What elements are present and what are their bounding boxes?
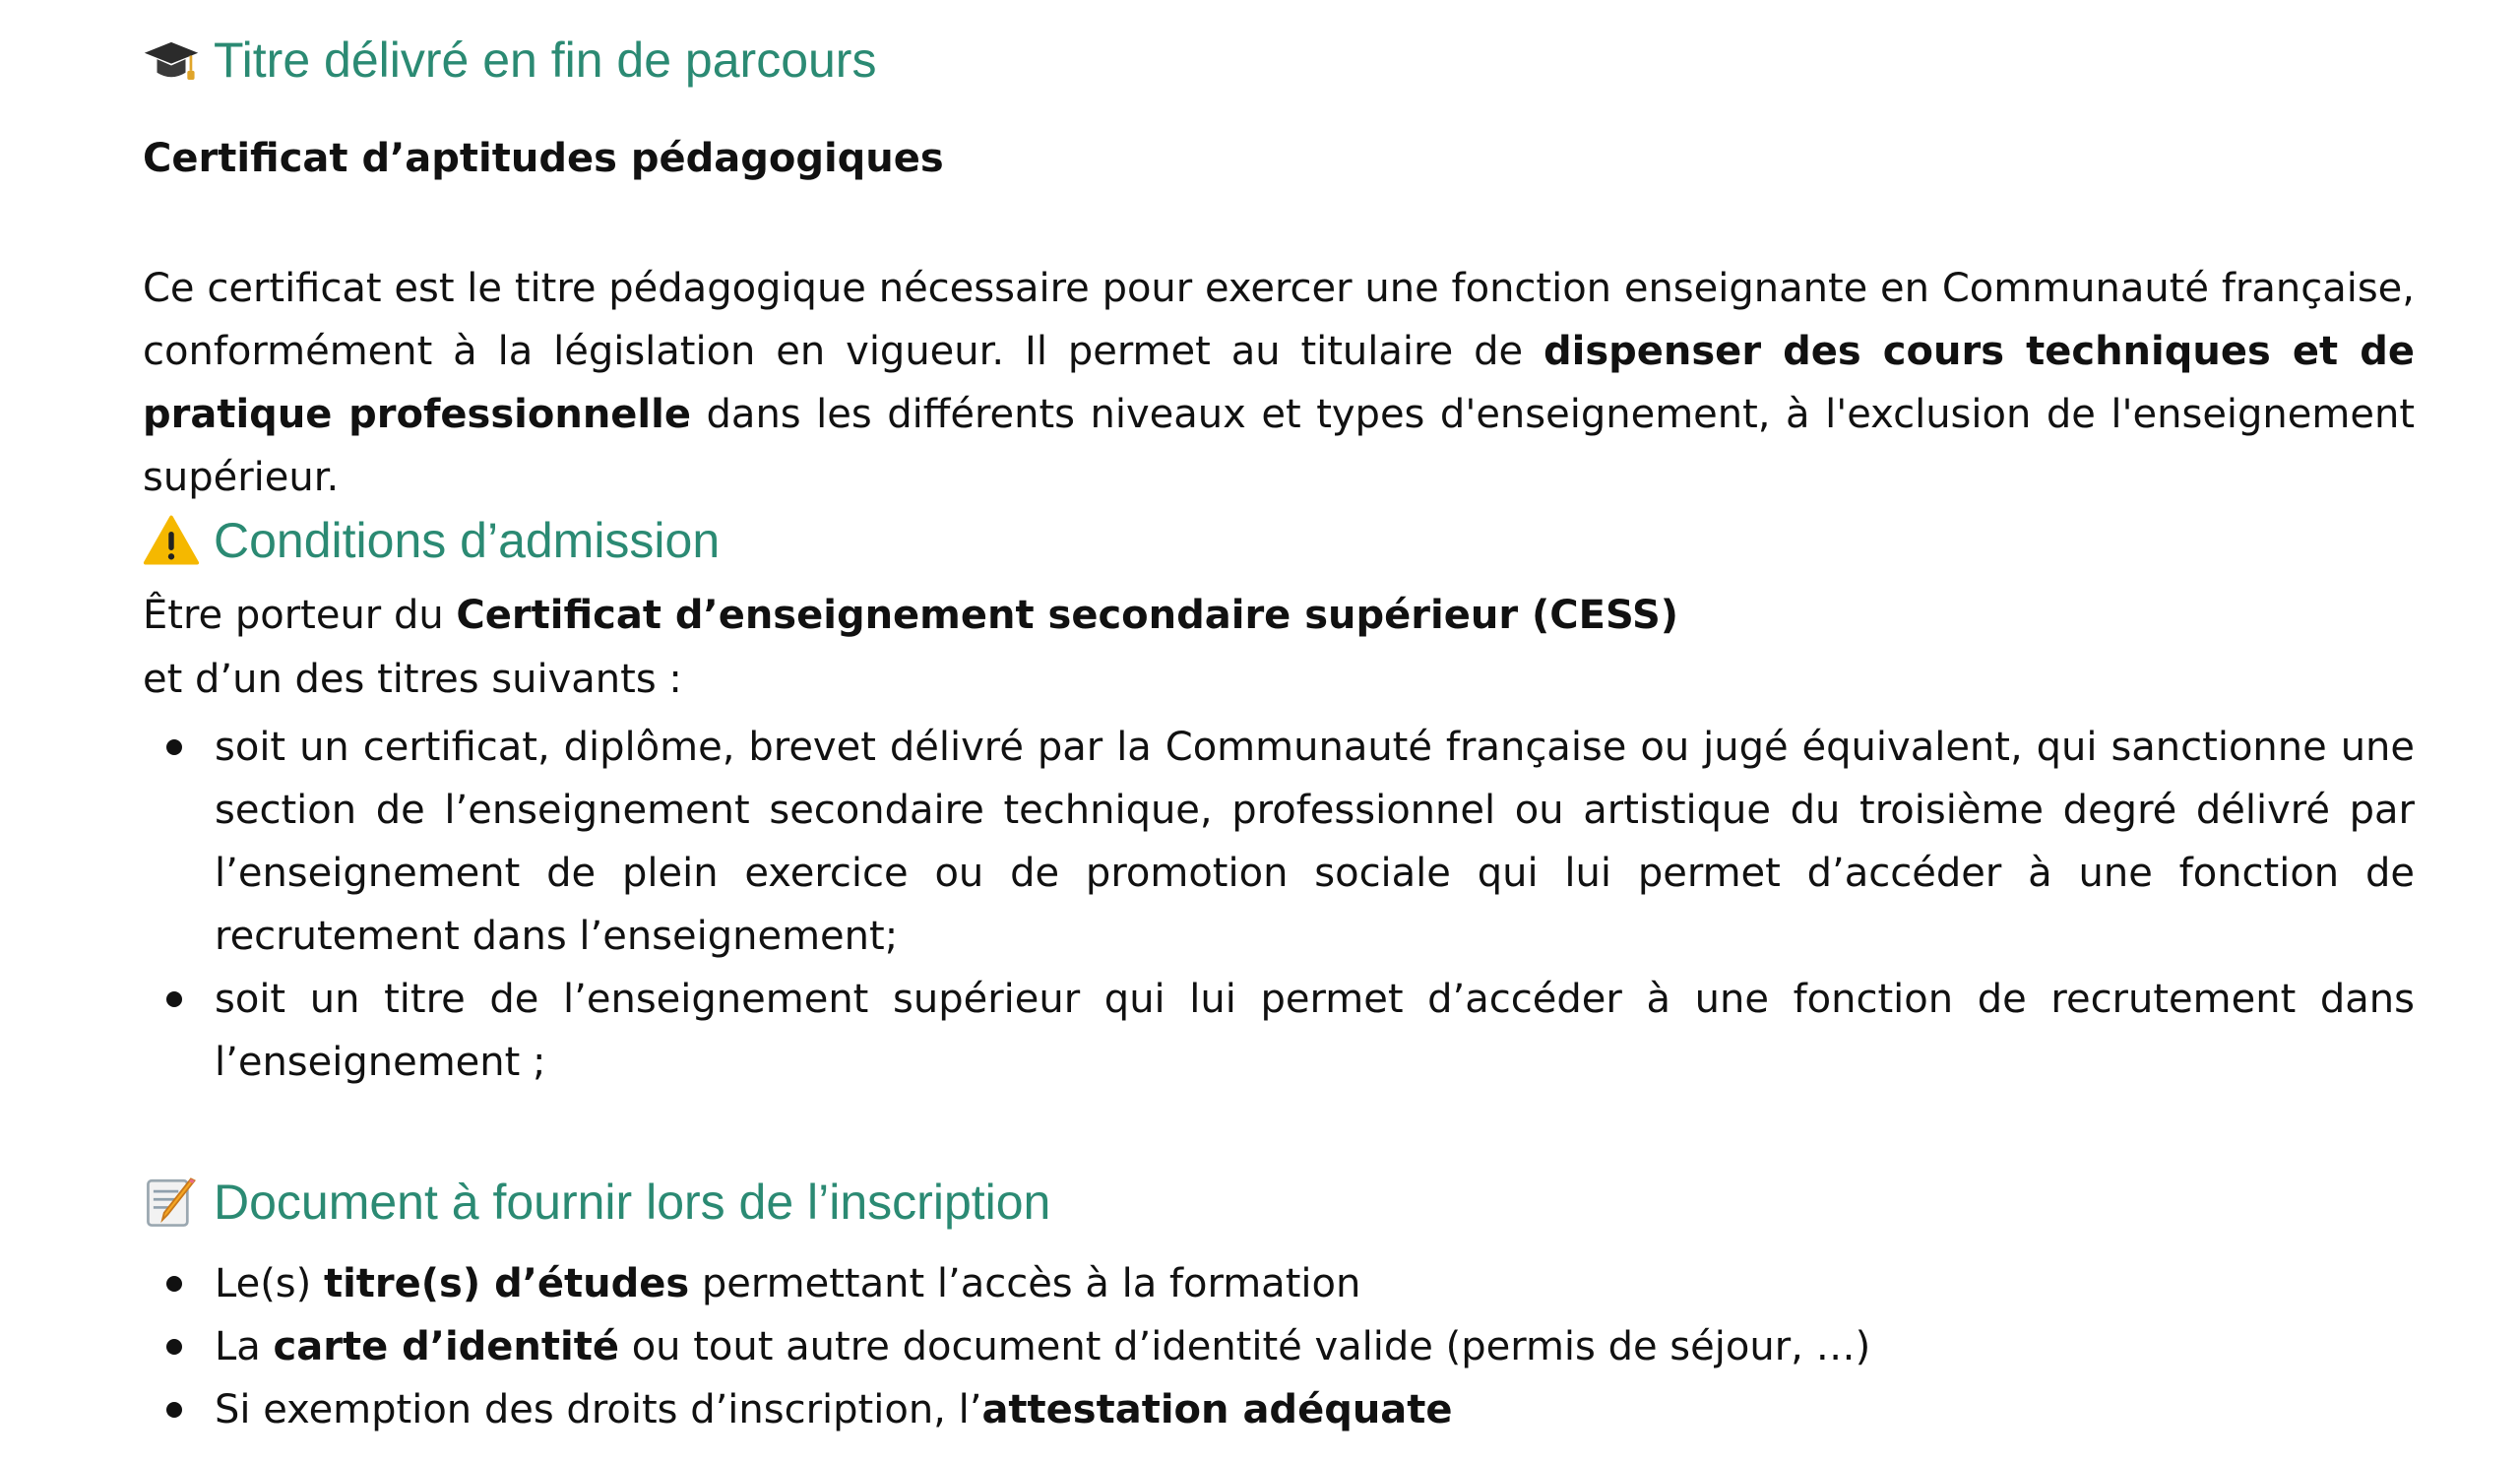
list-item-text: soit un certificat, diplôme, brevet délivré par la Communauté française ou jugé équivalent, qui sanctionne une section de l’enseignement secondaire technique, professionnel ou artistique du troisième degré délivré par l’enseignement de plein exercice ou de promotion sociale qui lui permet d’accéder à une fonction de recrutement dans l’enseignement;: [215, 725, 2415, 959]
list-item: [143, 1378, 2415, 1441]
admission-list: [143, 716, 2415, 1094]
item-prefix: Le(s): [215, 1261, 324, 1306]
paragraph-bold: dispenser des cours techniques et de pratique professionnelle: [143, 329, 2415, 437]
certificate-description: [143, 257, 2415, 509]
paragraph-text-end: dans les différents niveaux et types d'enseignement, à l'exclusion de l'enseignement supérieur.: [143, 392, 2416, 500]
bullet-icon: [166, 1276, 182, 1292]
item-prefix: Si exemption des droits d’inscription, l’: [215, 1387, 982, 1432]
admission-bold: Certificat d’enseignement secondaire supérieur (CESS): [456, 593, 1679, 638]
item-suffix: ou tout autre document d’identité valide (permis de séjour, …): [618, 1324, 1871, 1369]
bullet-icon: [166, 1339, 182, 1355]
item-suffix: permettant l’accès à la formation: [689, 1261, 1361, 1306]
list-item: [143, 968, 2415, 1094]
section-heading-admission: [143, 512, 720, 569]
certificate-name: Certificat d’aptitudes pédagogiques: [143, 136, 944, 181]
warning-icon: [143, 512, 200, 569]
section-heading-label: Titre délivré en fin de parcours: [214, 32, 877, 88]
list-item: [143, 716, 2415, 968]
list-item: [143, 1315, 2415, 1378]
bullet-icon: [166, 739, 182, 755]
admission-prefix: Être porteur du: [143, 593, 457, 638]
item-bold: attestation adéquate: [981, 1387, 1453, 1432]
item-bold: carte d’identité: [273, 1324, 619, 1369]
admission-intro: et d’un des titres suivants :: [143, 657, 682, 702]
graduation-cap-icon: [143, 32, 200, 89]
list-item: [143, 1252, 2415, 1315]
section-heading-titre: [143, 32, 876, 89]
section-heading-documents: [143, 1174, 1050, 1231]
list-item-text: soit un titre de l’enseignement supérieur qui lui permet d’accéder à une fonction de recrutement dans l’enseignement ;: [215, 977, 2415, 1085]
section-heading-label: Document à fournir lors de l’inscription: [214, 1175, 1051, 1230]
memo-pencil-icon: [143, 1174, 200, 1231]
documents-list: [143, 1252, 2415, 1441]
item-prefix: La: [215, 1324, 274, 1369]
section-heading-label: Conditions d’admission: [214, 513, 721, 568]
bullet-icon: [166, 991, 182, 1007]
admission-requirement: [143, 593, 1678, 638]
paragraph-text: Ce certificat est le titre pédagogique nécessaire pour exercer une fonction enseignante en Communauté française, conformément à la législation en vigueur. Il permet au titulaire de: [143, 266, 2415, 374]
bullet-icon: [166, 1402, 182, 1418]
item-bold: titre(s) d’études: [323, 1261, 690, 1306]
